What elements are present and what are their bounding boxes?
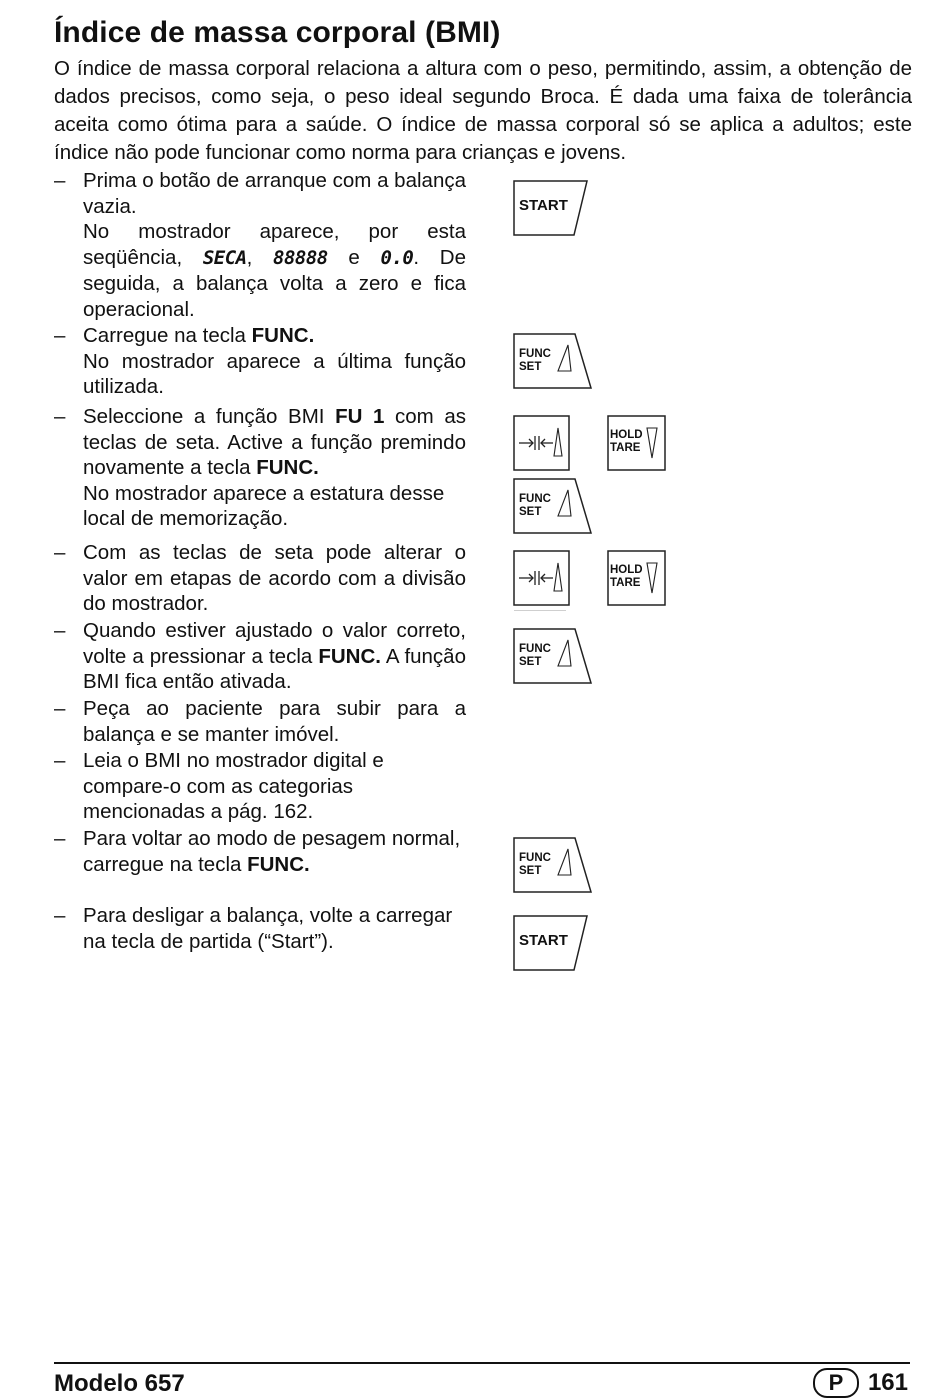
arrow-down-key bbox=[513, 415, 571, 471]
func-key-label bbox=[519, 643, 551, 668]
func-label-line2: SET bbox=[519, 360, 542, 373]
instruction-step-8 bbox=[54, 826, 466, 877]
page-title: Índice de massa corporal (BMI) bbox=[54, 16, 501, 49]
instruction-step-9 bbox=[54, 903, 466, 954]
instruction-step-7 bbox=[54, 748, 466, 825]
hold-label-line1: HOLD bbox=[610, 564, 643, 576]
func-key-label bbox=[519, 493, 551, 518]
hold-label-line2: TARE bbox=[610, 576, 641, 589]
func-label-line1: FUNC bbox=[519, 852, 551, 864]
display-zero: 0.0 bbox=[380, 246, 414, 269]
list-dash: – bbox=[54, 749, 66, 772]
step-note bbox=[83, 219, 466, 322]
arrow-down-key-outline bbox=[513, 415, 571, 471]
instruction-step-5 bbox=[54, 618, 466, 695]
list-dash: – bbox=[54, 827, 66, 850]
instruction-step-1 bbox=[54, 168, 466, 322]
language-badge: P bbox=[813, 1368, 859, 1398]
step-text-start: Para voltar ao modo de pesagem normal, carregue na tecla bbox=[83, 827, 461, 876]
list-dash: – bbox=[54, 405, 66, 428]
step-text-start: Seleccione a função BMI bbox=[83, 405, 336, 428]
func-set-key bbox=[513, 333, 593, 389]
step-text bbox=[83, 826, 466, 877]
list-dash: – bbox=[54, 169, 66, 192]
func-label-line2: SET bbox=[519, 505, 542, 518]
step-note: No mostrador aparece a última função utilizada. bbox=[83, 349, 466, 398]
list-dash: – bbox=[54, 541, 66, 564]
start-key-label: START bbox=[519, 932, 568, 949]
func-key-label bbox=[519, 348, 551, 373]
instruction-step-2 bbox=[54, 323, 466, 400]
hold-label-line1: HOLD bbox=[610, 429, 643, 441]
step-text: Para desligar a balança, volte a carregar na tecla de partida (“Start”). bbox=[83, 904, 453, 953]
note-text: No mostrador aparece, por esta seqüência, bbox=[83, 220, 466, 269]
page-number: 161 bbox=[867, 1369, 908, 1396]
func-label-line1: FUNC bbox=[519, 348, 551, 360]
func-label-line1: FUNC bbox=[519, 493, 551, 505]
step-text-start: Carregue na tecla bbox=[83, 324, 252, 347]
func-key-ref: FUNC. bbox=[256, 456, 319, 479]
hold-tare-key bbox=[607, 550, 667, 606]
func-label-line2: SET bbox=[519, 864, 542, 877]
step-text: Leia o BMI no mostrador digital e compare-o com as categorias mencionadas a pág. 162. bbox=[83, 749, 384, 823]
step-text bbox=[83, 404, 466, 481]
footer-page-info bbox=[813, 1368, 908, 1398]
list-dash: – bbox=[54, 697, 66, 720]
list-dash: – bbox=[54, 619, 66, 642]
conjunction: e bbox=[327, 245, 381, 269]
step-note: No mostrador aparece a estatura desse local de memorização. bbox=[83, 481, 445, 530]
start-key-label: START bbox=[519, 197, 568, 214]
start-key bbox=[513, 180, 589, 236]
divider-line bbox=[514, 610, 566, 611]
intro-paragraph: O índice de massa corporal relaciona a altura com o peso, permitindo, assim, a obtenção de dados precisos, como seja, o peso ideal segundo Broca. É dada uma faixa de tolerância aceita como ótima para a saúde. O índice de massa corporal só se aplica a adultos; este índice não pode funcionar como norma para crianças e jovens. bbox=[54, 57, 912, 164]
list-dash: – bbox=[54, 904, 66, 927]
func-label-line2: SET bbox=[519, 655, 542, 668]
step-text bbox=[83, 323, 466, 349]
arrow-down-key bbox=[513, 550, 571, 606]
list-dash: – bbox=[54, 324, 66, 347]
note-text-end: . De seguida, a balança volta a zero e fica operacional. bbox=[83, 245, 466, 321]
instruction-step-3 bbox=[54, 404, 466, 532]
footer-model: Modelo 657 bbox=[54, 1370, 185, 1397]
func-set-key bbox=[513, 628, 593, 684]
footer-rule bbox=[54, 1362, 910, 1364]
func-key-label bbox=[519, 852, 551, 877]
step-text: Com as teclas de seta pode alterar o valor em etapas de acordo com a divisão do mostrador. bbox=[83, 541, 466, 615]
arrow-down-key-outline bbox=[513, 550, 571, 606]
step-text: Prima o botão de arranque com a balança vazia. bbox=[83, 169, 466, 218]
hold-key-label bbox=[610, 429, 643, 454]
separator: , bbox=[246, 245, 274, 269]
display-seca: SECA bbox=[202, 246, 247, 269]
func-set-key bbox=[513, 478, 593, 534]
step-text bbox=[83, 618, 466, 695]
func-label-line1: FUNC bbox=[519, 643, 551, 655]
hold-label-line2: TARE bbox=[610, 441, 641, 454]
func-key-ref: FUNC. bbox=[318, 644, 381, 668]
hold-key-label bbox=[610, 564, 643, 589]
step-text-start: Quando estiver ajustado o valor correto, volte a pressionar a tecla bbox=[83, 619, 466, 668]
func-key-ref: FUNC. bbox=[247, 852, 310, 876]
step-text-mid: com as teclas de seta. Active a função premindo novamente a tecla bbox=[83, 405, 466, 479]
display-88888: 88888 bbox=[273, 246, 328, 269]
step-text-end: A função BMI fica então ativada. bbox=[83, 644, 466, 693]
function-code: FU 1 bbox=[335, 405, 385, 428]
func-key-ref: FUNC. bbox=[251, 324, 315, 347]
instruction-step-6 bbox=[54, 696, 466, 747]
step-text: Peça ao paciente para subir para a balança e se manter imóvel. bbox=[83, 697, 466, 746]
func-set-key bbox=[513, 837, 593, 893]
hold-tare-key bbox=[607, 415, 667, 471]
start-key bbox=[513, 915, 589, 971]
instruction-step-4 bbox=[54, 540, 466, 617]
